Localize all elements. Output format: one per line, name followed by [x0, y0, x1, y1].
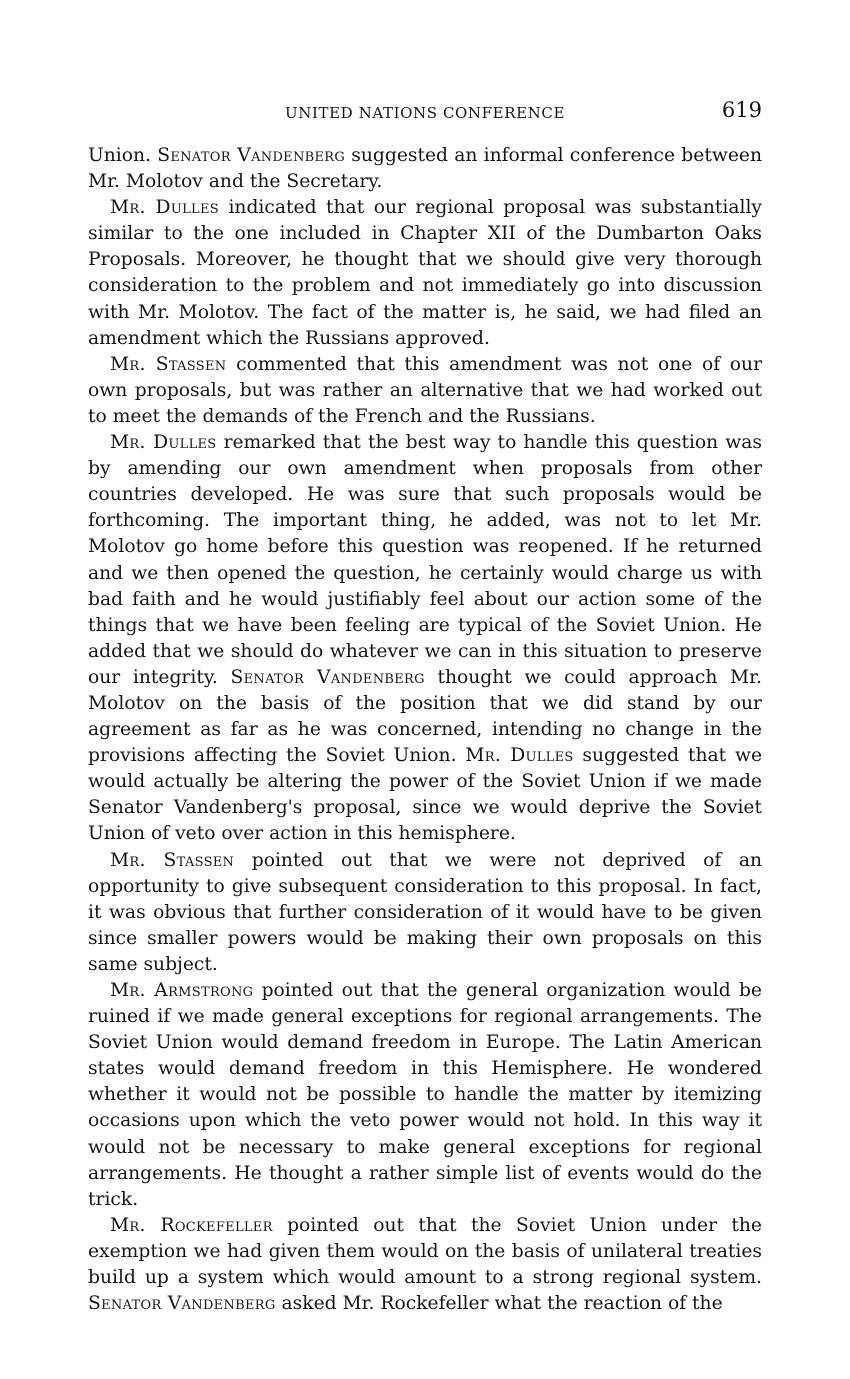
paragraph — [88, 848, 762, 978]
running-title: UNITED NATIONS CONFERENCE — [284, 104, 566, 122]
paragraph-text: pointed out that the Soviet Union under the exemption we had given them would on the basis of unilateral treaties build up a system which would amount to a strong regional system. — [88, 1214, 762, 1289]
paragraph-text: suggested an informal conference between Mr. Molotov and the Secretary. — [88, 145, 762, 193]
paragraph — [88, 195, 762, 352]
speaker-name: Mr. Rockefeller — [110, 1214, 273, 1236]
speaker-name: Mr. Armstrong — [110, 980, 254, 1001]
paragraph-text: thought we could approach Mr. Molotov on the basis of the position that we did stand by our agreement as far as he was concerned, intending no change in the provisions affecting the Soviet Union. — [88, 666, 762, 767]
paragraph-text: commented that this amendment was not one of our own proposals, but was rather an alternative that we had worked out to meet the demands of the French and the Russians. — [88, 353, 763, 427]
paragraph — [88, 143, 762, 195]
speaker-name: Mr. Dulles — [110, 197, 219, 219]
paragraph — [88, 1213, 762, 1317]
paragraph — [88, 430, 762, 848]
speaker-name: Senator Vandenberg — [88, 1293, 276, 1315]
speaker-name: Mr. Dulles — [465, 745, 574, 767]
paragraph-text: suggested that we would actually be altering the power of the Soviet Union if we made Senator Vandenberg's proposal, since we would deprive the Soviet Union of veto over action in this hemisphere. — [88, 745, 763, 845]
running-head — [88, 98, 762, 128]
paragraph — [88, 978, 762, 1213]
speaker-name: Mr. Stassen — [110, 849, 235, 871]
speaker-name: Mr. Dulles — [110, 432, 217, 454]
paragraph-text: indicated that our regional proposal was substantially similar to the one included in Chapter XII of the Dumbarton Oaks Proposals. Moreover, he thought that we should give very thorough consideration to the problem and not immediately go into discussion with Mr. Molotov. The fact of the matter is, he said, we had filed an amendment which the Russians approved. — [88, 197, 762, 349]
page-number: 619 — [721, 98, 762, 122]
paragraph-text: remarked that the best way to handle this question was by amending our own amendment when proposals from other countries developed. He was sure that such proposals would be forthcoming. The important thing, he added, was not to let Mr. Molotov go home before this question was reopened. If he returned and we then opened the question, he certainly would charge us with bad faith and he would justifiably feel about our action some of the things that we have been feeling are typical of the Soviet Union. He added that we should do whatever we can in this situation to preserve our integrity. — [88, 432, 762, 688]
paragraph-text: pointed out that we were not deprived of an opportunity to give subsequent consideration to this proposal. In fact, it was obvious that further consideration of it would have to be given since smaller powers would be making their own proposals on this same subject. — [88, 849, 763, 975]
paragraph — [88, 352, 762, 430]
paragraph-text: pointed out that the general organization would be ruined if we made general exceptions for regional arrangements. The Soviet Union would demand freedom in Europe. The Latin American states would demand freedom in this Hemisphere. He wondered whether it would not be possible to handle the matter by itemizing occasions upon which the veto power would not hold. In this way it would not be necessary to make general exceptions for regional arrangements. He thought a rather simple list of events would do the trick. — [88, 980, 762, 1210]
speaker-name: Senator Vandenberg — [157, 145, 346, 166]
speaker-name: Senator Vandenberg — [230, 666, 425, 688]
body-text — [88, 143, 762, 1317]
paragraph-text: Union. — [88, 145, 158, 166]
paragraph-text: asked Mr. Rockefeller what the reaction of the — [275, 1293, 723, 1315]
speaker-name: Mr. Stassen — [110, 353, 227, 375]
